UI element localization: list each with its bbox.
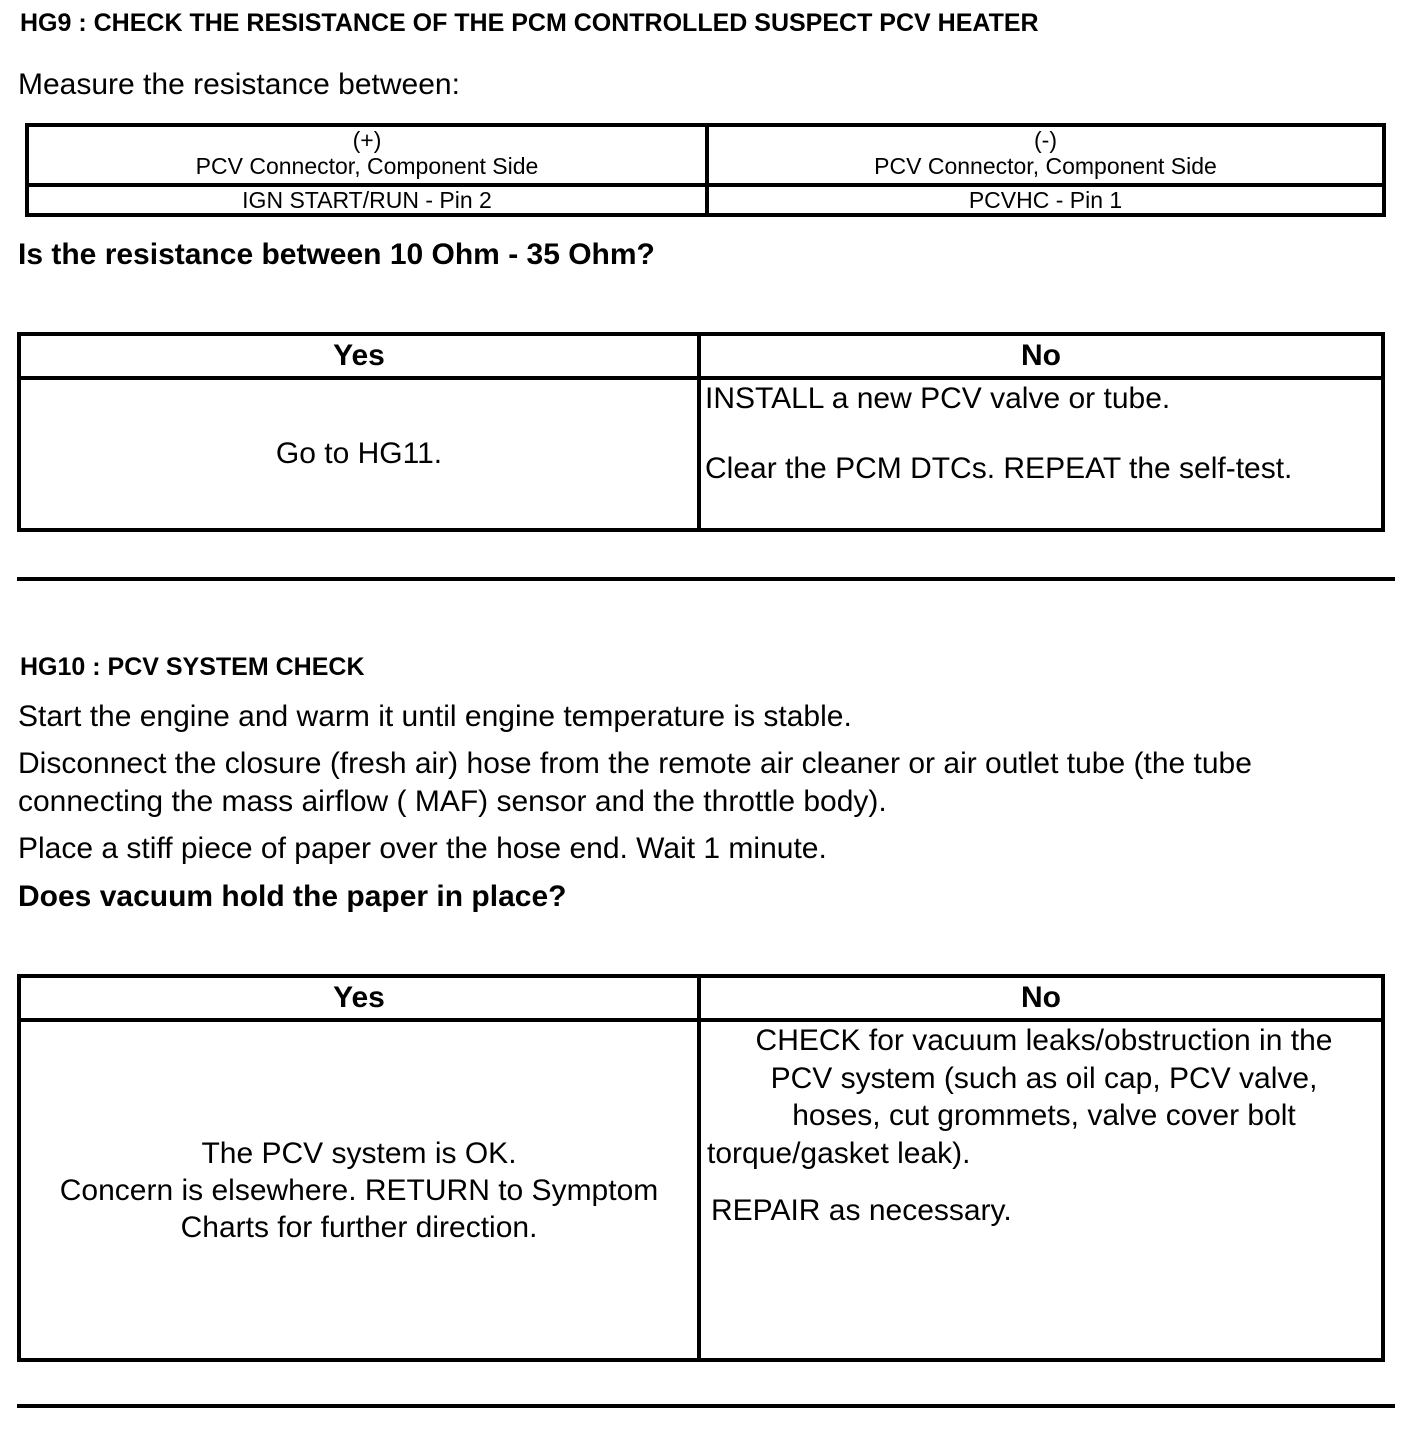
section-divider-bottom (17, 1404, 1395, 1408)
hg9-no-line2: Clear the PCM DTCs. REPEAT the self-test. (705, 452, 1293, 485)
hg10-no-line1: CHECK for vacuum leaks/obstruction in the (755, 1024, 1333, 1057)
plus-connector-label: PCV Connector, Component Side (195, 153, 539, 179)
measurement-table (25, 123, 1386, 217)
minus-header-cell (707, 125, 1384, 185)
plus-pin-cell: IGN START/RUN - Pin 2 (27, 185, 707, 215)
hg10-step3: Place a stiff piece of paper over the hose end. Wait 1 minute. (18, 832, 827, 865)
plus-header-cell (27, 125, 707, 185)
hg9-question: Is the resistance between 10 Ohm - 35 Ohm? (18, 238, 655, 271)
hg10-yes-no-table (17, 974, 1385, 1362)
hg9-title: HG9 : CHECK THE RESISTANCE OF THE PCM CONTROLLED SUSPECT PCV HEATER (20, 9, 1039, 37)
minus-sign: (-) (1034, 127, 1057, 153)
hg10-question: Does vacuum hold the paper in place? (18, 880, 567, 913)
hg10-step2-line2: connecting the mass airflow ( MAF) sensor and the throttle body). (18, 784, 887, 818)
plus-sign: (+) (352, 127, 382, 153)
hg9-yes-cell (19, 378, 699, 530)
hg10-title: HG10 : PCV SYSTEM CHECK (20, 653, 365, 681)
hg10-yes-line1: The PCV system is OK. (201, 1136, 517, 1170)
hg10-yes-header: Yes (19, 976, 699, 1020)
hg9-yes-no-table (17, 332, 1385, 532)
hg9-yes-header: Yes (19, 334, 699, 378)
hg10-yes-cell (19, 1020, 699, 1360)
hg10-step2 (18, 745, 1252, 820)
hg9-no-line1: INSTALL a new PCV valve or tube. (705, 382, 1171, 415)
hg9-intro: Measure the resistance between: (18, 68, 460, 101)
hg10-yes-line2: Concern is elsewhere. RETURN to Symptom (59, 1173, 659, 1207)
hg10-no-line4: torque/gasket leak). (707, 1136, 971, 1170)
hg9-no-cell (699, 378, 1383, 530)
hg10-no-line5: REPAIR as necessary. (711, 1194, 1012, 1227)
hg10-yes-line3: Charts for further direction. (180, 1210, 538, 1244)
hg10-step2-line1: Disconnect the closure (fresh air) hose from the remote air cleaner or air outlet tube (the tube (18, 747, 1252, 780)
hg10-no-line3: hoses, cut grommets, valve cover bolt (792, 1099, 1296, 1132)
hg10-no-cell (699, 1020, 1383, 1360)
section-divider (17, 577, 1395, 581)
hg9-yes-text: Go to HG11. (275, 437, 443, 470)
hg10-no-line2: PCV system (such as oil cap, PCV valve, (770, 1061, 1318, 1095)
hg10-no-header: No (699, 976, 1383, 1020)
minus-pin-cell: PCVHC - Pin 1 (707, 185, 1384, 215)
minus-connector-label: PCV Connector, Component Side (874, 153, 1217, 179)
hg10-step1: Start the engine and warm it until engine temperature is stable. (18, 700, 852, 733)
hg9-no-header: No (699, 334, 1383, 378)
